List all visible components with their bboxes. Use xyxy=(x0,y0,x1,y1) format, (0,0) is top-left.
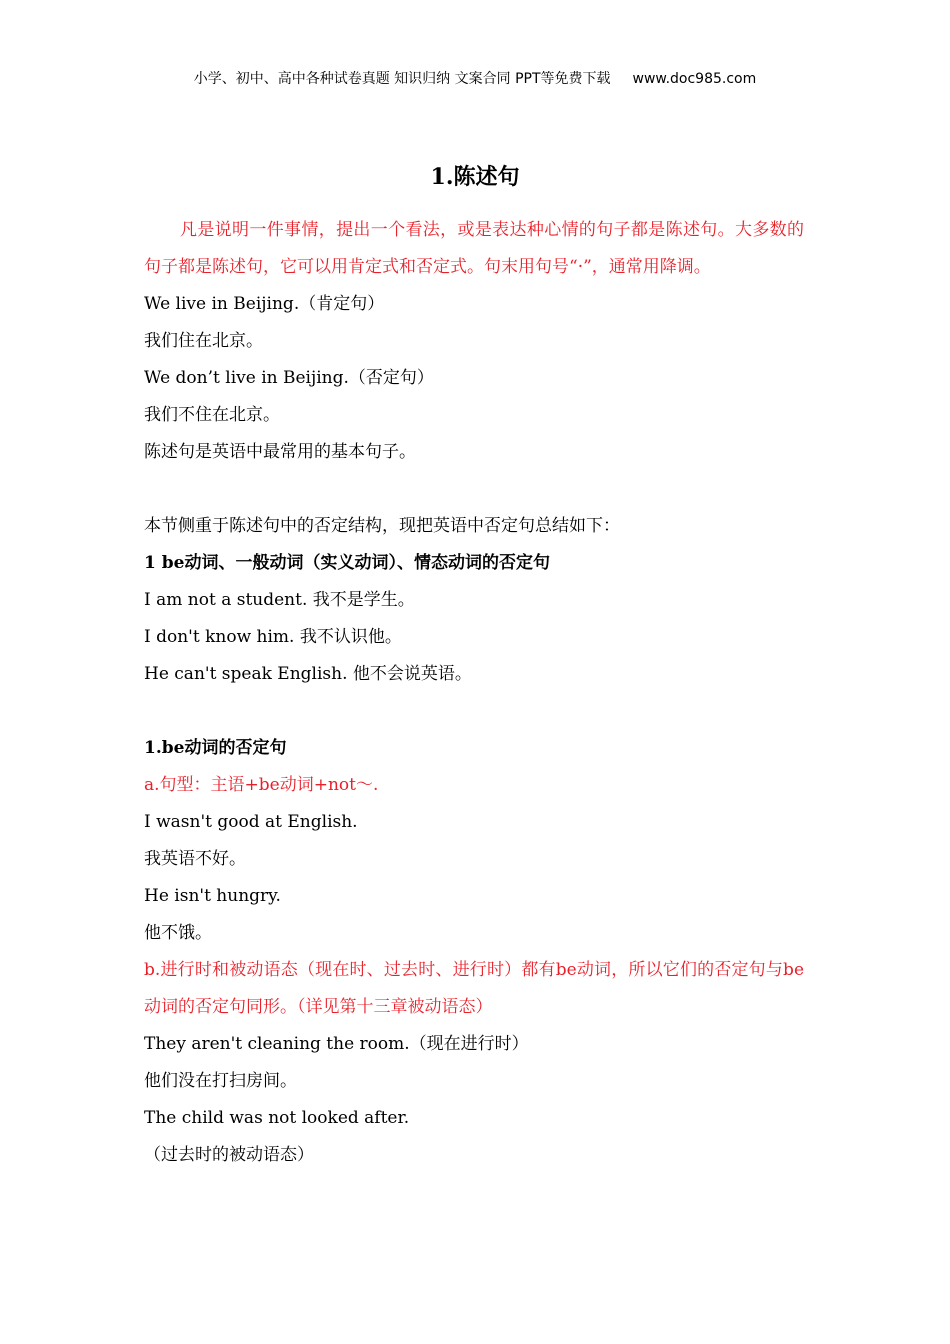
rule-a: a.句型：主语+be动词+not～. xyxy=(144,775,379,795)
example-sentence: I wasn't good at English. xyxy=(144,812,358,832)
example-sentence: He isn't hungry. xyxy=(144,886,281,906)
example-sentence: He can't speak English. 他不会说英语。 xyxy=(144,664,472,684)
example-sentence: They aren't cleaning the room.（现在进行时） xyxy=(144,1034,529,1054)
header-site-link[interactable]: www.doc985.com xyxy=(632,71,757,87)
document-body xyxy=(144,212,804,1174)
example-sentence: I am not a student. 我不是学生。 xyxy=(144,590,415,610)
example-translation: 他不饿。 xyxy=(144,923,212,943)
example-sentence: We live in Beijing.（肯定句） xyxy=(144,294,385,314)
page-header xyxy=(0,68,950,88)
subsection-heading: 1.be动词的否定句 xyxy=(144,738,287,758)
example-translation: 我英语不好。 xyxy=(144,849,246,869)
example-translation: 我们住在北京。 xyxy=(144,331,263,351)
example-translation: 他们没在打扫房间。 xyxy=(144,1071,297,1091)
spacer xyxy=(144,693,804,730)
summary-text: 本节侧重于陈述句中的否定结构，现把英语中否定句总结如下： xyxy=(144,516,620,536)
intro-paragraph: 凡是说明一件事情，提出一个看法，或是表达种心情的句子都是陈述句。大多数的句子都是陈述句，它可以用肯定式和否定式。句末用句号“·”，通常用降调。 xyxy=(144,220,804,277)
spacer xyxy=(144,471,804,508)
body-text: 陈述句是英语中最常用的基本句子。 xyxy=(144,442,416,462)
header-text: 小学、初中、高中各种试卷真题 知识归纳 文案合同 PPT等免费下载 xyxy=(193,71,611,87)
example-sentence: We don’t live in Beijing.（否定句） xyxy=(144,368,434,388)
example-translation: 我们不住在北京。 xyxy=(144,405,280,425)
example-note: （过去时的被动语态） xyxy=(144,1145,314,1165)
rule-b: b.进行时和被动语态（现在时、过去时、进行时）都有be动词，所以它们的否定句与be动词的否定句同形。（详见第十三章被动语态） xyxy=(144,960,804,1017)
example-sentence: I don't know him. 我不认识他。 xyxy=(144,627,402,647)
example-sentence: The child was not looked after. xyxy=(144,1108,410,1128)
page-title: 1.陈述句 xyxy=(430,164,520,190)
section-heading: 1 be动词、一般动词（实义动词）、情态动词的否定句 xyxy=(144,553,550,573)
